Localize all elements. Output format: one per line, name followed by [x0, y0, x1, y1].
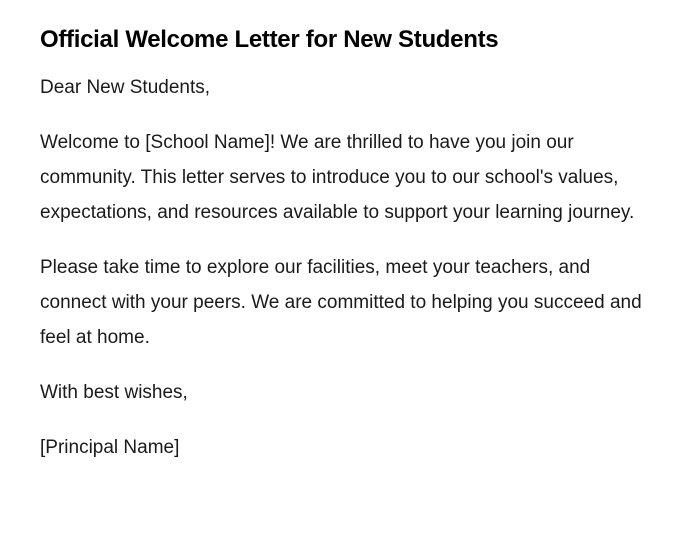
salutation: Dear New Students,	[40, 77, 211, 98]
letter-title: Official Welcome Letter for New Students	[40, 26, 499, 53]
closing: With best wishes,	[40, 382, 188, 403]
paragraph-explore: Please take time to explore our facilities, meet your teachers, and connect with your peers. We are committed to helping you succeed and feel at home.	[40, 257, 642, 348]
paragraph-welcome: Welcome to [School Name]! We are thrilled to have you join our community. This letter serves to introduce you to our school's values, expectations, and resources available to support your learning journey.	[40, 132, 635, 223]
signature: [Principal Name]	[40, 437, 180, 458]
